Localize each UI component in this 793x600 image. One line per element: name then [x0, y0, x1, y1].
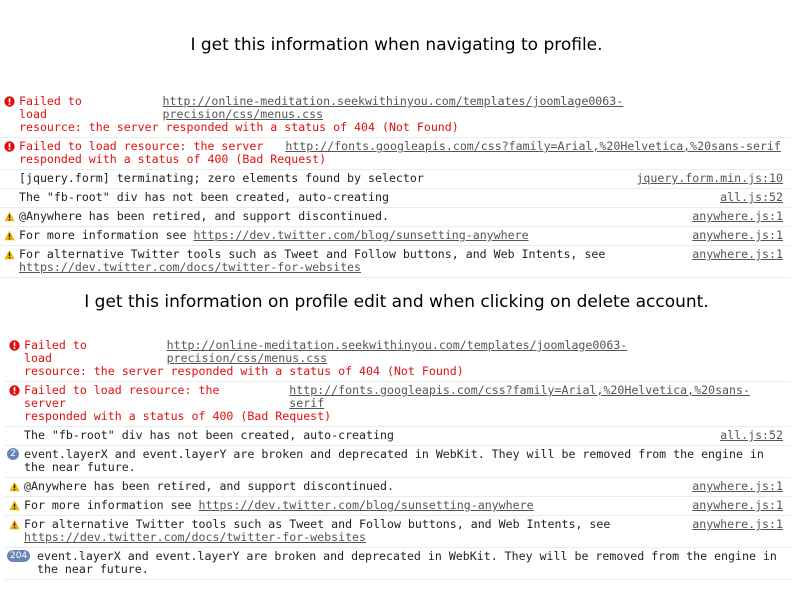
warning-icon [4, 230, 15, 241]
console-message [5, 497, 791, 516]
console-message [0, 93, 791, 138]
heading-profile-edit: I get this information on profile edit and when clicking on delete account. [84, 292, 709, 312]
console-message [0, 138, 791, 170]
error-prefix: Failed to load [19, 94, 89, 121]
message-link[interactable]: https://dev.twitter.com/docs/twitter-for-websites [24, 530, 367, 544]
source-link[interactable]: anywhere.js:1 [688, 248, 783, 261]
error-icon [4, 96, 15, 107]
warning-icon [4, 211, 15, 222]
resource-url-link[interactable]: http://online-meditation.seekwithinyou.com/templates/joomlage0063-precision/css/menus.css [162, 94, 624, 121]
heading-profile-navigation: I get this information when navigating to profile. [190, 35, 603, 55]
console-message-text: The "fb-root" div has not been created, auto-creating [19, 190, 389, 204]
console-message-text: For more information see [19, 228, 194, 242]
resource-url-link[interactable]: http://fonts.googleapis.com/css?family=Arial,%20Helvetica,%20sans-serif [289, 383, 750, 410]
console-message [5, 516, 791, 548]
source-link[interactable]: jquery.form.min.js:10 [632, 172, 783, 185]
resource-url-link[interactable]: http://fonts.googleapis.com/css?family=Arial,%20Helvetica,%20sans-serif [285, 139, 781, 153]
console-message [0, 208, 791, 227]
message-link[interactable]: https://dev.twitter.com/blog/sunsetting-anywhere [193, 228, 529, 242]
error-icon [9, 340, 20, 351]
console-message-text: For alternative Twitter tools such as Tweet and Follow buttons, and Web Intents, see [24, 517, 611, 531]
console-message-text: event.layerX and event.layerY are broken and deprecated in WebKit. They will be removed from the engine in the near future. [24, 447, 771, 474]
console-message-text: @Anywhere has been retired, and support discontinued. [19, 209, 389, 223]
source-link[interactable]: anywhere.js:1 [688, 210, 783, 223]
warning-icon [4, 249, 15, 260]
console-message [5, 548, 791, 580]
error-detail: responded with a status of 400 (Bad Request) [19, 152, 327, 166]
warning-icon [9, 481, 20, 492]
console-message [0, 227, 791, 246]
console-message-text: For alternative Twitter tools such as Tweet and Follow buttons, and Web Intents, see [19, 247, 606, 261]
message-link[interactable]: https://dev.twitter.com/docs/twitter-for-websites [19, 260, 362, 274]
console-message [5, 427, 791, 446]
error-icon [4, 141, 15, 152]
resource-url-link[interactable]: http://online-meditation.seekwithinyou.com/templates/joomlage0063-precision/css/menus.css [166, 338, 628, 365]
source-link[interactable]: anywhere.js:1 [688, 499, 783, 512]
console-message-text: event.layerX and event.layerY are broken and deprecated in WebKit. They will be removed from the engine in the near future. [37, 549, 784, 576]
console-message [5, 337, 791, 382]
error-detail: responded with a status of 400 (Bad Request) [24, 409, 332, 423]
console-message-text: [jquery.form] terminating; zero elements found by selector [19, 171, 424, 185]
error-detail: resource: the server responded with a status of 404 (Not Found) [24, 364, 464, 378]
console-message [0, 189, 791, 208]
console-message [5, 446, 791, 478]
repeat-count-badge: 204 [7, 550, 30, 562]
error-prefix: Failed to load resource: the server [19, 139, 264, 153]
source-link[interactable]: anywhere.js:1 [688, 518, 783, 531]
warning-icon [9, 500, 20, 511]
error-detail: resource: the server responded with a status of 404 (Not Found) [19, 120, 459, 134]
console-message-text: For more information see [24, 498, 199, 512]
source-link[interactable]: anywhere.js:1 [688, 480, 783, 493]
console-log-profile-edit [5, 337, 791, 580]
warning-icon [9, 519, 20, 530]
source-link[interactable]: all.js:52 [716, 191, 783, 204]
message-link[interactable]: https://dev.twitter.com/blog/sunsetting-anywhere [198, 498, 534, 512]
repeat-count-badge: 2 [7, 448, 19, 460]
source-link[interactable]: anywhere.js:1 [688, 229, 783, 242]
console-message [0, 170, 791, 189]
error-prefix: Failed to load [24, 338, 94, 365]
console-message [5, 478, 791, 497]
console-message-text: The "fb-root" div has not been created, auto-creating [24, 428, 394, 442]
console-message [0, 246, 791, 278]
console-message [5, 382, 791, 427]
source-link[interactable]: all.js:52 [716, 429, 783, 442]
console-message-text: @Anywhere has been retired, and support discontinued. [24, 479, 394, 493]
error-prefix: Failed to load resource: the server [24, 383, 227, 410]
error-icon [9, 385, 20, 396]
console-log-profile-navigation [0, 93, 791, 278]
